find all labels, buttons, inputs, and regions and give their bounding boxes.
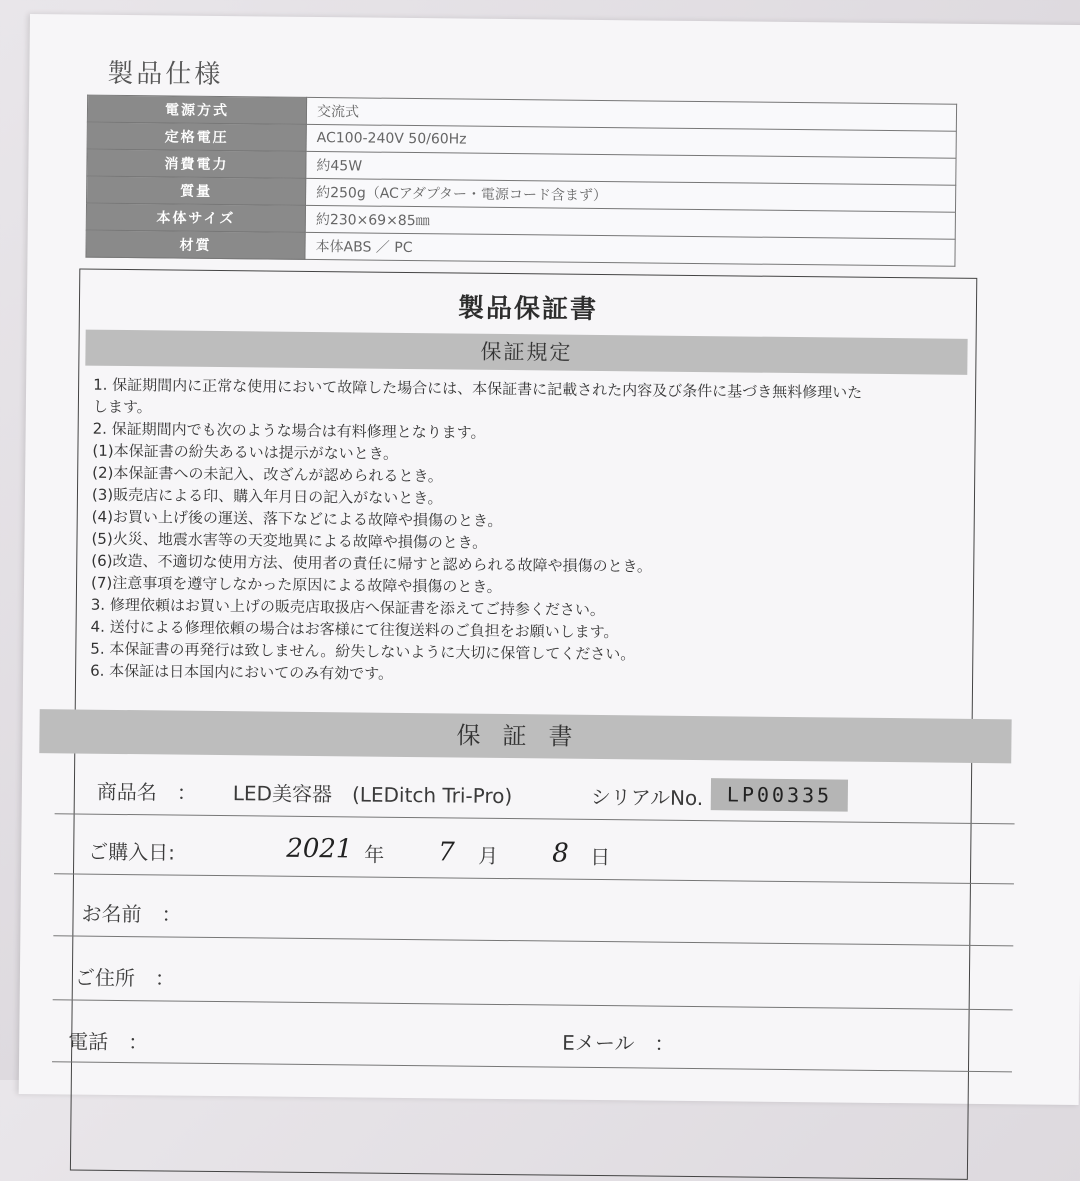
product-value: LED美容器 (LEDitch Tri-Pro)	[232, 781, 513, 809]
purchase-date-label: ご購入日:	[88, 839, 176, 865]
spec-key: 電源方式	[87, 95, 306, 124]
rule-line: (4)お買い上げ後の運送、落下などによる故障や損傷のとき。	[91, 507, 503, 530]
rule-line: 3. 修理依頼はお買い上げの販売店取扱店へ保証書を添えてご持参ください。	[90, 595, 605, 620]
rule-line: (6)改造、不適切な使用方法、使用者の責任に帰すと認められる故障や損傷のとき。	[91, 551, 652, 576]
rule-line: 1. 保証期間内に正常な使用において故障した場合には、本保証書に記載された内容及び条件に基づき無料修理いた	[93, 375, 863, 402]
serial-number-box: LP00335	[711, 778, 849, 811]
rule-line: 2. 保証期間内でも次のような場合は有料修理となります。	[92, 419, 486, 442]
spec-value: 約230×69×85㎜	[305, 205, 955, 239]
rule-line: 5. 本保証書の再発行は致しません。紛失しないように大切に保管してください。	[90, 639, 636, 664]
spec-value: 本体ABS ／ PC	[305, 232, 955, 266]
divider-line	[53, 999, 1013, 1010]
purchase-year: 2021	[286, 833, 353, 865]
spec-key: 質量	[87, 176, 306, 205]
rule-line: (5)火災、地震水害等の天変地異による故障や損傷のとき。	[91, 529, 488, 552]
warranty-document	[19, 14, 1080, 1105]
rule-line: (1)本保証書の紛失あるいは提示がないとき。	[92, 441, 399, 463]
spec-key: 材質	[86, 230, 305, 259]
spec-value: 約45W	[306, 151, 956, 185]
warranty-title: 製品保証書	[457, 293, 599, 325]
spec-value: 交流式	[306, 97, 956, 131]
address-label: ご住所 ：	[74, 965, 176, 991]
divider-line	[55, 813, 1015, 824]
divider-line	[52, 1061, 1012, 1072]
rules-heading: 保証規定	[85, 330, 967, 375]
rule-line: (2)本保証書への未記入、改ざんが認められるとき。	[92, 463, 443, 486]
rule-line: 6. 本保証は日本国内においてのみ有効です。	[90, 661, 394, 683]
spec-key: 消費電力	[87, 149, 306, 178]
purchase-day: 8	[552, 838, 569, 869]
spec-value: AC100-240V 50/60Hz	[306, 124, 956, 158]
spec-heading: 製品仕様	[107, 58, 224, 91]
spec-table	[85, 95, 957, 267]
rule-line: (7)注意事項を遵守しなかった原因による故障や損傷のとき。	[90, 573, 502, 596]
divider-line	[53, 935, 1013, 946]
warranty-box	[70, 269, 977, 1180]
email-label: Eメール ：	[562, 1030, 675, 1056]
day-unit: 日	[590, 844, 611, 870]
spec-value: 約250g（ACアダプター・電源コード含まず）	[306, 178, 956, 212]
rules-list	[90, 374, 965, 691]
month-unit: 月	[478, 843, 499, 868]
rule-line: 4. 送付による修理依頼の場合はお客様にて往復送料のご負担をお願いします。	[90, 617, 619, 642]
divider-line	[54, 873, 1014, 884]
spec-key: 本体サイズ	[86, 203, 305, 232]
spec-key: 定格電圧	[87, 122, 306, 151]
year-unit: 年	[364, 842, 385, 867]
serial-label: シリアルNo.	[590, 784, 704, 811]
certificate-heading: 保証書	[39, 709, 1011, 763]
name-label: お名前 ：	[81, 901, 182, 927]
rule-line: します。	[92, 397, 152, 417]
product-label: 商品名 ：	[96, 779, 197, 805]
phone-label: 電話 ：	[68, 1029, 149, 1055]
purchase-month: 7	[438, 837, 455, 868]
rule-line: (3)販売店による印、購入年月日の記入がないとき。	[91, 485, 443, 508]
